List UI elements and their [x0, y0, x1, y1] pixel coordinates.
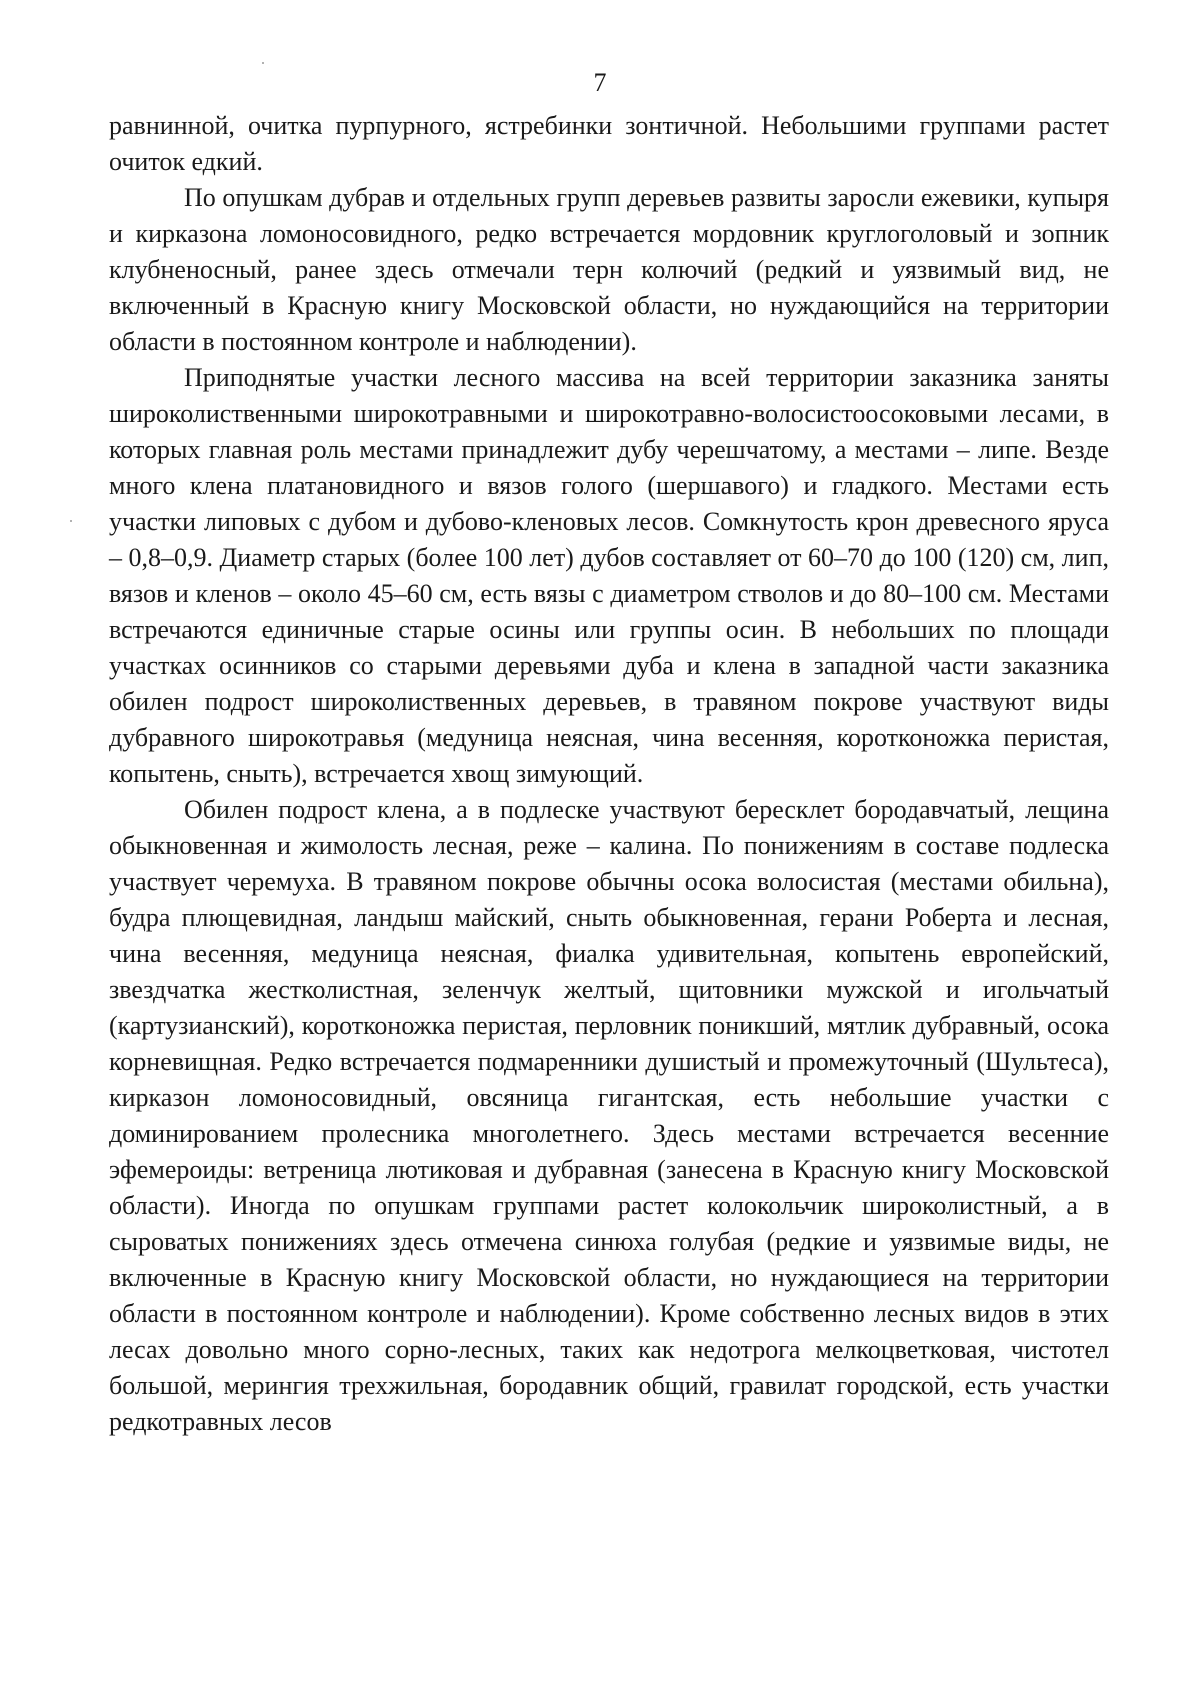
paragraph-forest-edges: По опушкам дубрав и отдельных групп деревьев развиты заросли ежевики, купыря и кирказона ломоносовидного, редко встречается мордовник круглоголовый и зопник клубненосный, ранее здесь отмечали терн колючий (редкий и уязвимый вид, не включенный в Красную книгу Московской области, но нуждающийся на территории области в постоянном контроле и наблюдении).: [109, 183, 1109, 356]
scan-speck: [70, 520, 72, 522]
page-number: 7: [593, 68, 607, 97]
scan-speck: [262, 62, 264, 64]
paragraph-broadleaf-forests: Приподнятые участки лесного массива на всей территории заказника заняты широколиственными широкотравными и широкотравно-волосистоосоковыми лесами, в которых главная роль местами принадлежит дубу черешчатому, а местами – липе. Везде много клена платановидного и вязов голого (шершавого) и гладкого. Местами есть участки липовых с дубом и дубово-кленовых лесов. Сомкнутость крон древесного яруса – 0,8–0,9. Диаметр старых (более 100 лет) дубов составляет от 60–70 до 100 (120) см, лип, вязов и кленов – около 45–60 см, есть вязы с диаметром стволов и до 80–100 см. Местами встречаются единичные старые осины или группы осин. В небольших по площади участках осинников со старыми деревьями дуба и клена в западной части заказника обилен подрост широколиственных деревьев, в травяном покрове участвуют виды дубравного широкотравья (медуница неясная, чина весенняя, коротконожка перистая, копытень, сныть), встречается хвощ зимующий.: [109, 363, 1109, 788]
paragraph-continuation: равнинной, очитка пурпурного, ястребинки зонтичной. Небольшими группами растет очиток едкий.: [109, 111, 1109, 176]
document-body: [109, 108, 1109, 1440]
paragraph-undergrowth: Обилен подрост клена, а в подлеске участвуют бересклет бородавчатый, лещина обыкновенная и жимолость лесная, реже – калина. По понижениям в составе подлеска участвует черемуха. В травяном покрове обычны осока волосистая (местами обильна), будра плющевидная, ландыш майский, сныть обыкновенная, герани Роберта и лесная, чина весенняя, медуница неясная, фиалка удивительная, копытень европейский, звездчатка жестколистная, зеленчук желтый, щитовники мужской и игольчатый (картузианский), коротконожка перистая, перловник поникший, мятлик дубравный, осока корневищная. Редко встречается подмаренники душистый и промежуточный (Шультеса), кирказон ломоносовидный, овсяница гигантская, есть небольшие участки с доминированием пролесника многолетнего. Здесь местами встречается весенние эфемероиды: ветреница лютиковая и дубравная (занесена в Красную книгу Московской области). Иногда по опушкам группами растет колокольчик широколистный, а в сыроватых понижениях здесь отмечена синюха голубая (редкие и уязвимые виды, не включенные в Красную книгу Московской области, но нуждающиеся на территории области в постоянном контроле и наблюдении). Кроме собственно лесных видов в этих лесах довольно много сорно-лесных, таких как недотрога мелкоцветковая, чистотел большой, мерингия трехжильная, бородавник общий, гравилат городской, есть участки редкотравных лесов: [109, 795, 1109, 1436]
